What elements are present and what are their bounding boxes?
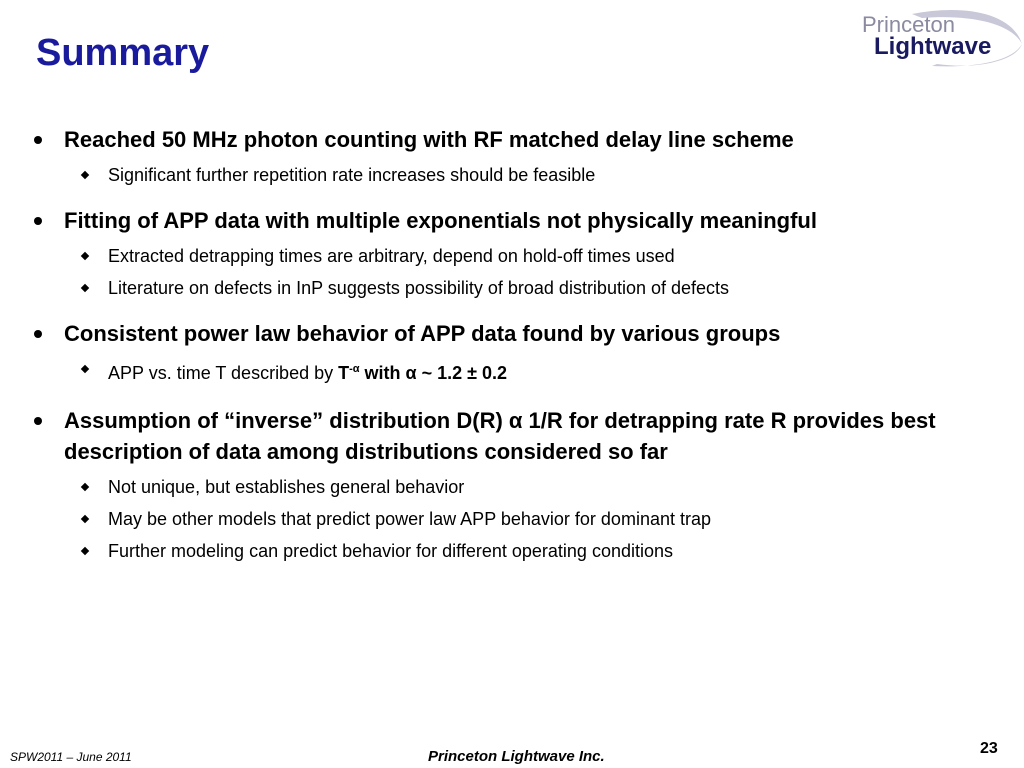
logo-text-line2: Lightwave [874, 33, 992, 60]
bullet-dot-icon [34, 136, 42, 144]
sub-bullet-item: Extracted detrapping times are arbitrary, depend on hold-off times used [30, 244, 990, 268]
sub-bullet-item: Significant further repetition rate increases should be feasible [30, 163, 990, 187]
diamond-bullet-icon [81, 171, 89, 179]
bullet-group-2 [30, 205, 990, 300]
princeton-lightwave-logo [852, 4, 1024, 72]
slide-content [30, 124, 990, 581]
bullet-item: Assumption of “inverse” distribution D(R) α 1/R for detrapping rate R provides best description of data among distributions considered so far [30, 405, 990, 467]
bullet-item: Consistent power law behavior of APP data found by various groups [30, 318, 990, 349]
page-number: 23 [980, 740, 998, 757]
bullet-group-4 [30, 405, 990, 563]
diamond-bullet-icon [81, 284, 89, 292]
diamond-bullet-icon [81, 365, 89, 373]
sub-bullet-item: Further modeling can predict behavior for different operating conditions [30, 539, 990, 563]
bullet-dot-icon [34, 217, 42, 225]
diamond-bullet-icon [81, 515, 89, 523]
bullet-dot-icon [34, 330, 42, 338]
logo-text-line1: Princeton [862, 12, 955, 37]
slide-title: Summary [36, 32, 210, 74]
footer-company: Princeton Lightwave Inc. [428, 748, 605, 765]
sub-bullet-item: APP vs. time T described by $T^{-\alpha}$ with α ~ 1.2 ± 0.2 [30, 357, 990, 385]
bullet-dot-icon [34, 417, 42, 425]
bullet-item: Fitting of APP data with multiple exponentials not physically meaningful [30, 205, 990, 236]
sub-bullet-item: Not unique, but establishes general behavior [30, 475, 990, 499]
sub-bullet-item: Literature on defects in InP suggests possibility of broad distribution of defects [30, 276, 990, 300]
bullet-group-3 [30, 318, 990, 385]
diamond-bullet-icon [81, 252, 89, 260]
diamond-bullet-icon [81, 547, 89, 555]
sub-bullet-item: May be other models that predict power law APP behavior for dominant trap [30, 507, 990, 531]
bullet-item: Reached 50 MHz photon counting with RF matched delay line scheme [30, 124, 990, 155]
diamond-bullet-icon [81, 483, 89, 491]
bullet-group-1 [30, 124, 990, 187]
footer-event-date: SPW2011 – June 2011 [10, 750, 132, 764]
